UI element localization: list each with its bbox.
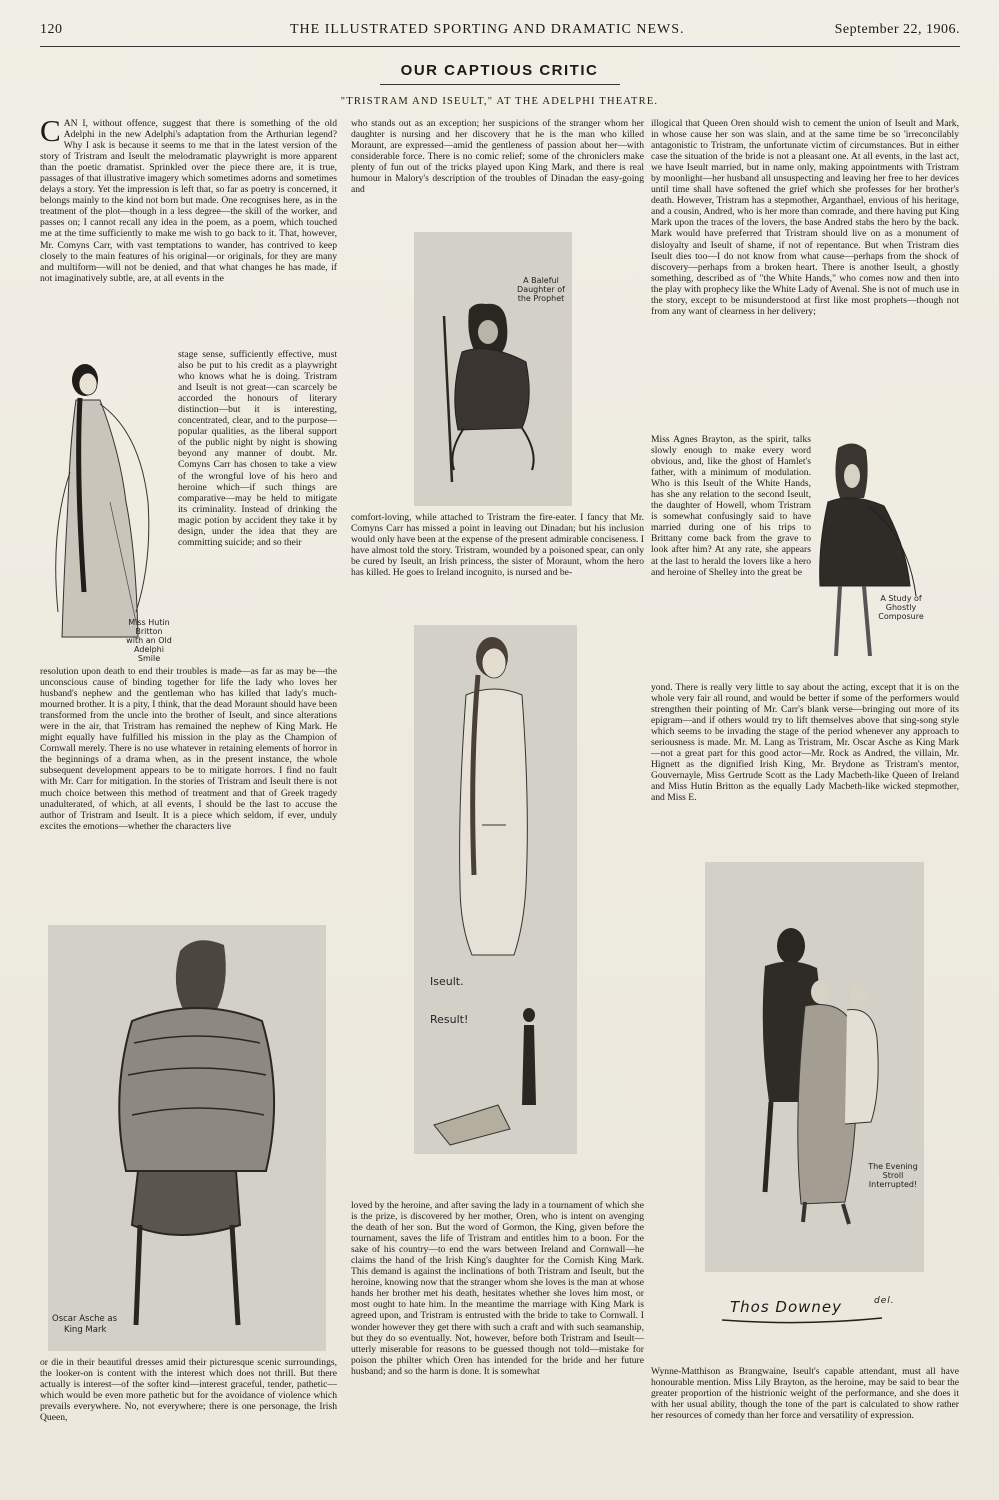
evening-stroll-caption: The Evening Stroll Interrupted! (868, 1162, 918, 1189)
column-2-bottom (351, 1200, 644, 1448)
column-2-top (351, 118, 644, 198)
column-2-mid-text: comfort-loving, while attached to Tristram the fire-eater. I fancy that Mr. Comyns Carr has missed a point in leaving out Dinadan; but his inclusion would only have been at the expense of the present admirable conciseness. I have almost told the story. Tristram, wounded by a poisoned spear, can only be cured by Iseult, an Irish princess, the sister of Moraunt, whom the hero has killed. He goes to Ireland incognito, is nursed and be- (351, 512, 644, 579)
illustration-hooded-knight (812, 436, 960, 682)
king-mark-caption-2: King Mark (64, 1325, 107, 1335)
illustration-evening-stroll (705, 862, 924, 1272)
hooded-knight-caption: A Study of Ghostly Composure (878, 594, 924, 621)
crouching-figure-drawing (414, 232, 572, 506)
king-mark-drawing (48, 925, 326, 1351)
hooded-knight-drawing (812, 436, 960, 682)
woman-caption: Miss Hutin Britton with an Old Adelphi Smile (126, 618, 172, 663)
illustration-crouching-figure (414, 232, 572, 506)
column-3-wide (651, 682, 959, 850)
column-3-bottom (651, 1366, 959, 1448)
publication-title: THE ILLUSTRATED SPORTING AND DRAMATIC NEWS. (290, 22, 685, 37)
drop-cap: C (40, 118, 61, 148)
iseult-caption: Iseult. (430, 975, 464, 988)
column-2-mid (351, 512, 644, 602)
column-3-wide-text: yond. There is really very little to say about the acting, except that it is on the whole very fair all round, and would be better if some of the performers would strengthen their pointing of Mr. Carr's blank verse—bringing out more of its epigram—and if others would try to lift themselves above that sing-song style which seems to be invading the stage of the period whenever any approach to seriousness is made. Mr. M. Lang as Tristram, Mr. Oscar Asche as King Mark—not a great part for this good actor—Mr. Rock as Andred, the villain, Mr. Hignett as the dignified Irish King, Mr. Brydone as Tristram's mentor, Gouvernayle, Miss Gertrude Scott as the Lady Macbeth-like Queen of Ireland and Miss Hutin Britton as the equally Lady Macbeth-like wicked stepmother, and Miss E. (651, 682, 959, 804)
column-1-narrow-text: stage sense, sufficiently effective, must also be put to his credit as a playwright who knows what he is doing. Tristram and Iseult is not great—can scarcely be accorded the honours of literary distinction—but it is interesting, concentrated, clear, and to the purpose—popular qualities, as the liberal support of the public night by night is showing beyond any manner of doubt. Mr. Comyns Carr has chosen to take a view of the wrongful love of his hero and heroine which—if such things are comparative—may be held to mitigate its criminality. Instead of drinking the magic potion by accident they take it by design, under the idea that they are committing suicide; and so their (178, 349, 337, 548)
issue-date: September 22, 1906. (834, 22, 960, 37)
evening-stroll-drawing (705, 862, 924, 1272)
signature-text: Thos Downey (730, 1298, 843, 1316)
column-3-narrow (651, 434, 811, 680)
illustration-woman (40, 352, 174, 664)
column-3-top-text: illogical that Queen Oren should wish to cement the union of Iseult and Mark, in whose cause her son was slain, and at the same time be so 'irreconcilably antagonistic to Tristram, the unfortunate victim of circumstances. But in either case the situation of the bride is not a pleasant one. At all events, in the last act, we have Iseult married, but in name only, making appointments with Tristram by moonlight—her husband all unsuspecting and leaving her free to her devices until time shall have softened the grief which she professes for her brother's death. However, Tristram has a stepmother, Arganthael, envious of his heritage, and a cousin, Andred, who is her more than comrade, and there having put King Mark upon the traces of the lovers, the base Andred stabs the hero by the back. Mark would have preferred that Tristram should live on as a monument of disloyalty and Iseult of shame, if not of repentance. But when Tristram dies Iseult dies too—I do not know from what cause—perhaps from the shock of discovery—perhaps from a broken heart. There is another Iseult, a ghostly something, described as of "the White Hands," who comes now and then into the play with prophecy like the White Lady of Avenal. She is not of much use in the story, except to be misunderstood at first like most prophets—though not from any want of clearness in her delivery; (651, 118, 959, 317)
illustration-iseult (414, 625, 577, 1154)
illustration-king-mark (48, 925, 326, 1351)
column-1-end (40, 1357, 337, 1447)
masthead (40, 20, 960, 42)
column-3-bottom-text: Wynne-Matthison as Brangwaine, Iseult's capable attendant, must all have honourable mention. Miss Lily Brayton, as the heroine, may be said to bear the greater proportion of the histrionic weight of the performance, and she does it with her usual ability, though the tone of the part is calculated to show rather her resources of comedy than her force and versatility of expression. (651, 1366, 959, 1422)
column-1-top (40, 118, 337, 348)
title-rule (380, 84, 620, 85)
column-2-top-text: who stands out as an exception; her suspicions of the stranger whom her daughter is nursing and her discovery that he is the man who killed Moraunt, are expressed—amid the gentleness of passion about her—with considerable force. There is no comic relief; some of the chroniclers make plenty of fun out of the tricks played upon King Mark, and there is real humour in Malory's description of the troubles of Dinadan the easy-going and (351, 118, 644, 196)
article-title: OUR CAPTIOUS CRITIC (400, 62, 599, 79)
column-3-top (651, 118, 959, 432)
king-mark-caption-1: Oscar Asche as (52, 1314, 118, 1324)
crouching-caption: A Baleful Daughter of the Prophet (517, 276, 565, 303)
artist-signature (722, 1296, 895, 1326)
column-1-top-text: AN I, without offence, suggest that there is something of the old Adelphi in the new Adelphi's adaptation from the Arthurian legend? Why I ask is because it seems to me that in the latest version of the story of Tristram and Iseult the melodramatic playwright is more apparent than the poetic dramatist. Sprinkled over the piece there are, it is true, passages of that illustrative imagery which sometimes adorns and sometimes delays a story. Yet the impression is left that, so far as poetry is concerned, it belongs mainly to the kind not born but made. One recognises here, as in the treatment of the plot—though in a less degree—the skill of the worker, and passes on; I cannot recall any idea in the poem, as a poem, which touched me at the time sufficiently to make me wish to go back to it. That, however, Mr. Comyns Carr, with vast temptations to wander, has contrived to keep closely to the main features of his original—or originals, for they are many and multiform—will not be denied, and that what changes he has made, if not imaginatively subtle, are, at all events in the (40, 118, 337, 284)
column-2-bottom-text: loved by the heroine, and after saving the lady in a tournament of which she is the prize, is discovered by her mother, Oren, who is intent on avenging the death of her son. But the word of Gormon, the King, given before the tournament, saves the life of Tristram and entitles him to a boon. For the sake of his country—to end the wars between Ireland and Cornwall—he claims the hand of the Irish King's daughter for the Cornish King Mark. This demand is against the inclinations of both Tristram and Iseult, but the heroine, knowing now that the stranger whom she loves is the man at whose hands her brother met his death, hesitates whether she loves him most, or most ought to hate him. In the meantime the marriage with King Mark is agreed upon, and Tristram is entrusted with the bride to take to Cornwall. I wonder however they get there with such a craft and with such seamanship, but they do so eventually. Not, however, before both Tristram and Iseult—utterly miserable for reasons to be guessed though not told—mistake for poison the philter which Oren has intended for the bride and her future husband; and so the harm is done. It is somewhat (351, 1200, 644, 1377)
column-1-end-text: or die in their beautiful dresses amid their picturesque scenic surroundings, the looker-on is content with the interest which does not thrill. But there actually is interest—of the softer kind—interest graceful, tender, pathetic—which would be even more pathetic but for the avoidance of violence which prevails everywhere. No, not everywhere; there is one personage, the Irish Queen, (40, 1357, 337, 1424)
page-number: 120 (40, 22, 63, 37)
signature-del: del. (874, 1296, 895, 1306)
column-3-narrow-text: Miss Agnes Brayton, as the spirit, talks slowly enough to make every word obvious, and, like the ghost of Hamlet's father, with a minimum of modulation. Who is this Iseult of the White Hands, has she any relation to the second Iseult, the daughter of Howell, whom Tristram is somewhat confusingly said to have married during one of his trips to Brittany come back from the grave to look after him? At any rate, she appears at the last to herald the lovers like a hero and heroine of Shelley into the great be (651, 434, 811, 578)
masthead-rule (40, 46, 960, 47)
result-caption: Result! (430, 1013, 469, 1026)
iseult-drawing (414, 625, 577, 1154)
column-1-narrow (178, 349, 337, 662)
article-subtitle: "TRISTRAM AND ISEULT," AT THE ADELPHI THEATRE. (340, 96, 659, 107)
column-1-bottom (40, 666, 337, 908)
column-1-bottom-text: resolution upon death to end their troubles is made—as far as may be—the unconscious cause of binding together for life the lady who loves her husband's nephew and the gentleman who has killed that lady's much-mourned brother. It is a pity, I think, that the dead Moraunt should have been transformed from the uncle into the brother of Iseult, and since alterations were in the air, that Tristram has remained the nephew of King Mark. He might equally have fulfilled his mission in the play as the Champion of Cornwall merely. There is no use whatever in retaining elements of horror in the beginnings of a drama when, as in the present instance, the whole subsequent development appears to be to mitigate horrors. I find no fault with Mr. Carr for mitigation. In the stories of Tristram and Iseult there is not much choice between this method of treatment and that of Greek tragedy unadulterated, of which, at all events, I should be the last to accuse the author of Tristram and Iseult. It is a piece which seldom, if ever, unduly excites the emotions—whether the characters live (40, 666, 337, 832)
